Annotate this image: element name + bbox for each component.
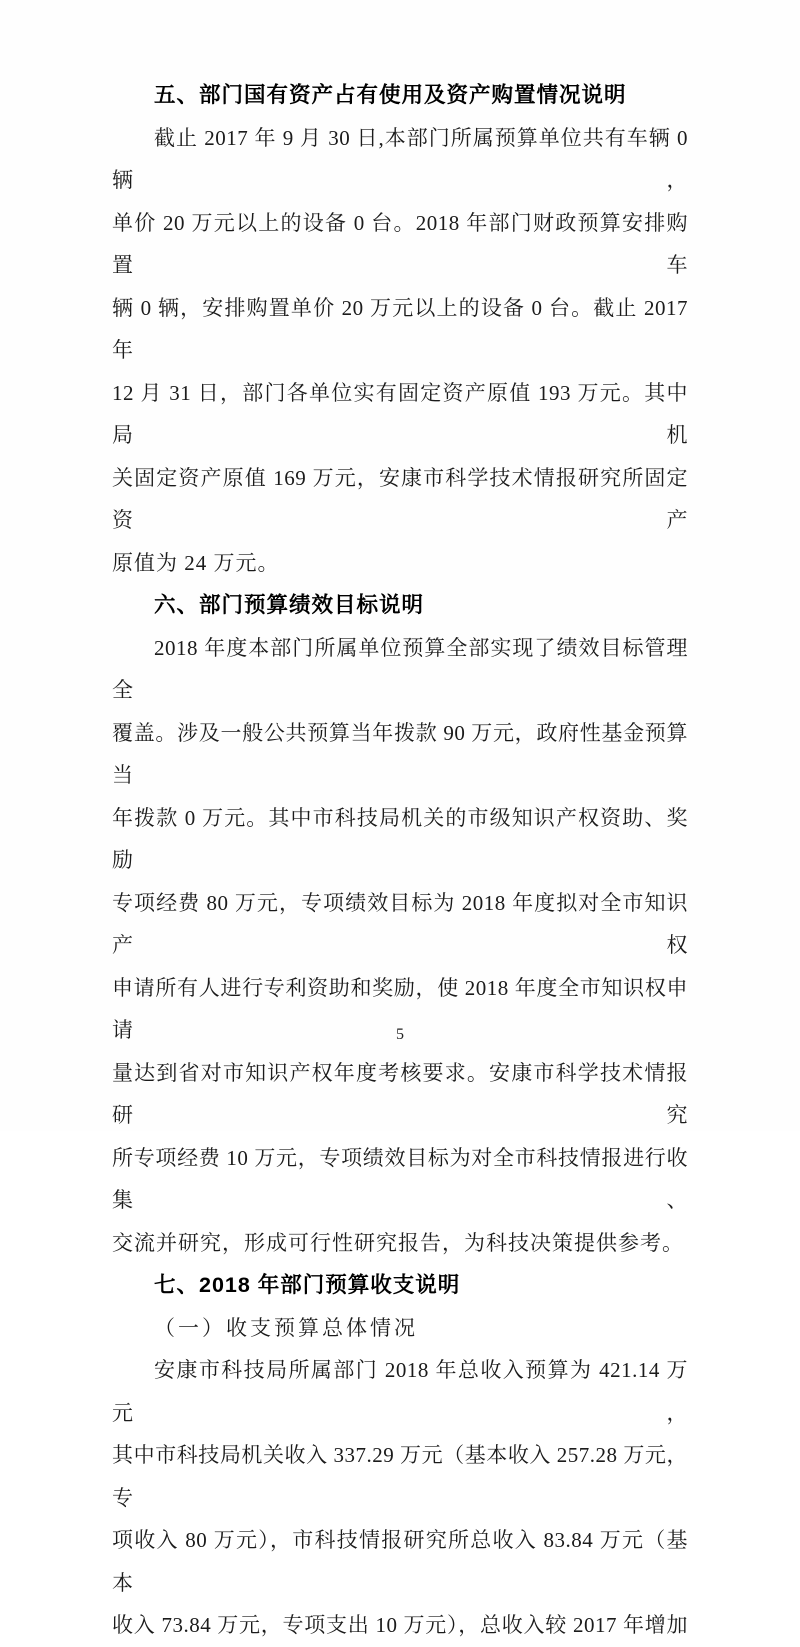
section-heading-performance-targets: 六、部门预算绩效目标说明: [154, 593, 425, 617]
text-line: 覆盖。涉及一般公共预算当年拨款 90 万元，政府性基金预算当: [112, 720, 688, 787]
text-line: 关固定资产原值 169 万元，安康市科学技术情报研究所固定资产: [112, 465, 688, 532]
page-number: 5: [396, 1026, 404, 1043]
text-line: 量达到省对市知识产权年度考核要求。安康市科学技术情报研究: [112, 1060, 688, 1127]
text-line: 安康市科技局所属部门 2018 年总收入预算为 421.14 万元，: [112, 1358, 688, 1425]
subsection-heading-overall-budget: （一）收支预算总体情况: [154, 1315, 418, 1340]
text-line: 专项经费 80 万元，专项绩效目标为 2018 年度拟对全市知识产权: [112, 890, 688, 957]
section-heading-budget-revenue-expenditure: 七、2018 年部门预算收支说明: [154, 1273, 461, 1297]
text-line: 单价 20 万元以上的设备 0 台。2018 年部门财政预算安排购置车: [112, 210, 688, 277]
text-line: 12 月 31 日，部门各单位实有固定资产原值 193 万元。其中局机: [112, 380, 688, 447]
text-line: 辆 0 辆，安排购置单价 20 万元以上的设备 0 台。截止 2017 年: [112, 295, 688, 362]
text-line: 申请所有人进行专利资助和奖励，使 2018 年度全市知识权申请: [112, 975, 688, 1042]
text-line: 原值为 24 万元。: [112, 550, 280, 575]
text-line: 交流并研究，形成可行性研究报告，为科技决策提供参考。: [112, 1230, 684, 1255]
text-line: 2018 年度本部门所属单位预算全部实现了绩效目标管理全: [112, 635, 688, 702]
text-line: 年拨款 0 万元。其中市科技局机关的市级知识产权资助、奖励: [112, 805, 688, 872]
section-heading-state-assets: 五、部门国有资产占有使用及资产购置情况说明: [154, 83, 627, 107]
text-line: 项收入 80 万元），市科技情报研究所总收入 83.84 万元（基本: [112, 1528, 688, 1595]
text-line: 所专项经费 10 万元，专项绩效目标为对全市科技情报进行收集、: [112, 1145, 688, 1212]
text-line: 截止 2017 年 9 月 30 日,本部门所属预算单位共有车辆 0 辆，: [112, 125, 688, 192]
text-line: 其中市科技局机关收入 337.29 万元（基本收入 257.28 万元，专: [112, 1443, 688, 1510]
text-line: 收入 73.84 万元，专项支出 10 万元），总收入较 2017 年增加: [112, 1613, 688, 1637]
